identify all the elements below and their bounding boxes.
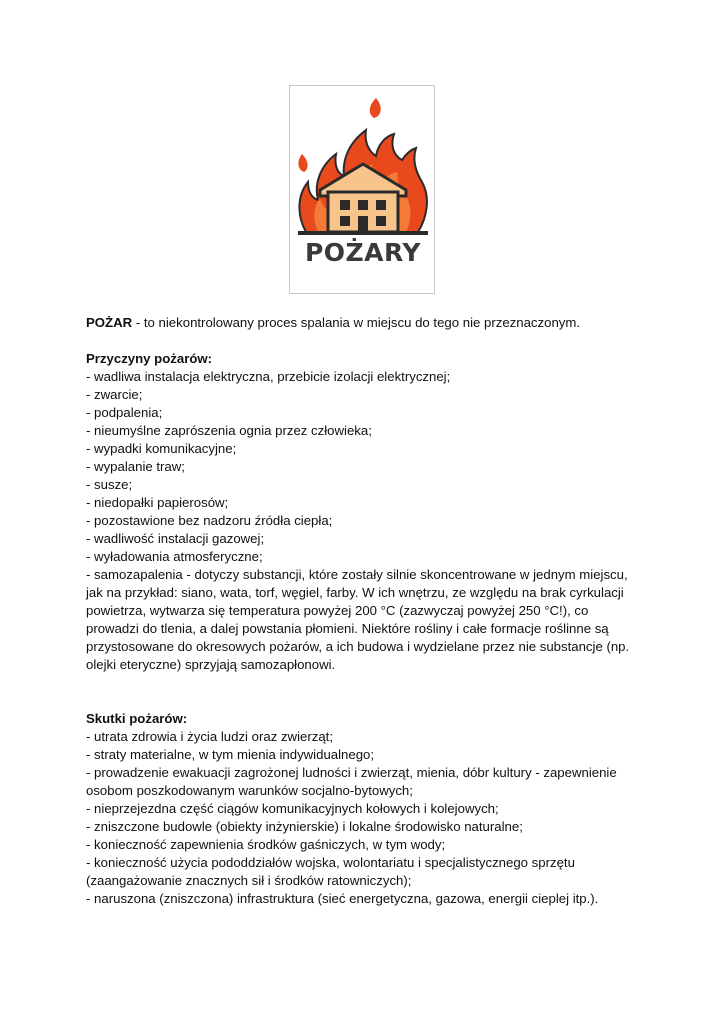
- list-item: - nieumyślne zaprószenia ognia przez człowieka;: [86, 423, 372, 438]
- list-item-continuation: prowadzi do tlenia, a dalej powstania płomieni. Niektóre rośliny i całe formacje roślinne są: [86, 621, 609, 636]
- list-item: - wadliwość instalacji gazowej;: [86, 531, 265, 546]
- definition-text: - to niekontrolowany proces spalania w miejscu do tego nie przeznaczonym.: [132, 315, 581, 330]
- list-item: - podpalenia;: [86, 405, 163, 420]
- list-item: - niedopałki papierosów;: [86, 495, 229, 510]
- fire-logo: [289, 85, 435, 294]
- list-item: - konieczność zapewnienia środków gaśniczych, w tym wody;: [86, 837, 446, 852]
- list-item: - prowadzenie ewakuacji zagrożonej ludności i zwierząt, mienia, dóbr kultury - zapewnienie: [86, 765, 617, 780]
- list-item: - samozapalenia - dotyczy substancji, które zostały silnie skoncentrowane w jednym miejscu,: [86, 567, 628, 582]
- list-item: - konieczność użycia pododdziałów wojska, wolontariatu i specjalistycznego sprzętu: [86, 855, 575, 870]
- list-item: - naruszona (zniszczona) infrastruktura (sieć energetyczna, gazowa, energii cieplej itp.).: [86, 891, 599, 906]
- list-item: - zwarcie;: [86, 387, 143, 402]
- logo-title: POŻARY: [304, 238, 422, 267]
- document-body: [86, 314, 646, 908]
- list-item-continuation: olejki eteryczne) sprzyjają samozapłonowi.: [86, 657, 336, 672]
- list-item: - wadliwa instalacja elektryczna, przebicie izolacji elektrycznej;: [86, 369, 451, 384]
- list-item: - wypadki komunikacyjne;: [86, 441, 237, 456]
- list-item: - nieprzejezdna część ciągów komunikacyjnych kołowych i kolejowych;: [86, 801, 499, 816]
- definition-line: [86, 314, 646, 332]
- causes-heading: Przyczyny pożarów:: [86, 351, 213, 366]
- list-item-continuation: osobom poszkodowanym warunków socjalno-bytowych;: [86, 783, 413, 798]
- list-item-continuation: (zaangażowanie znacznych sił i środków ratowniczych);: [86, 873, 412, 888]
- list-item-continuation: jak na przykład: siano, wata, torf, węgiel, farby. W ich wnętrzu, ze względu na brak cyrkulacji: [86, 585, 624, 600]
- list-item: - utrata zdrowia i życia ludzi oraz zwierząt;: [86, 729, 333, 744]
- list-item-continuation: przystosowane do okresowych pożarów, a ich budowa i wydzielane przez nie substancje (np.: [86, 639, 630, 654]
- definition-term: POŻAR: [86, 315, 133, 330]
- list-item-continuation: powietrza, wytwarza się temperatura powyżej 200 °C (zazwyczaj powyżej 250 °C!), co: [86, 603, 589, 618]
- list-item: - wyładowania atmosferyczne;: [86, 549, 263, 564]
- list-item: - susze;: [86, 477, 133, 492]
- list-item: - zniszczone budowle (obiekty inżynierskie) i lokalne środowisko naturalne;: [86, 819, 523, 834]
- list-item: - wypalanie traw;: [86, 459, 185, 474]
- list-item: - pozostawione bez nadzoru źródła ciepła;: [86, 513, 333, 528]
- list-item: - straty materialne, w tym mienia indywidualnego;: [86, 747, 375, 762]
- effects-heading: Skutki pożarów:: [86, 711, 188, 726]
